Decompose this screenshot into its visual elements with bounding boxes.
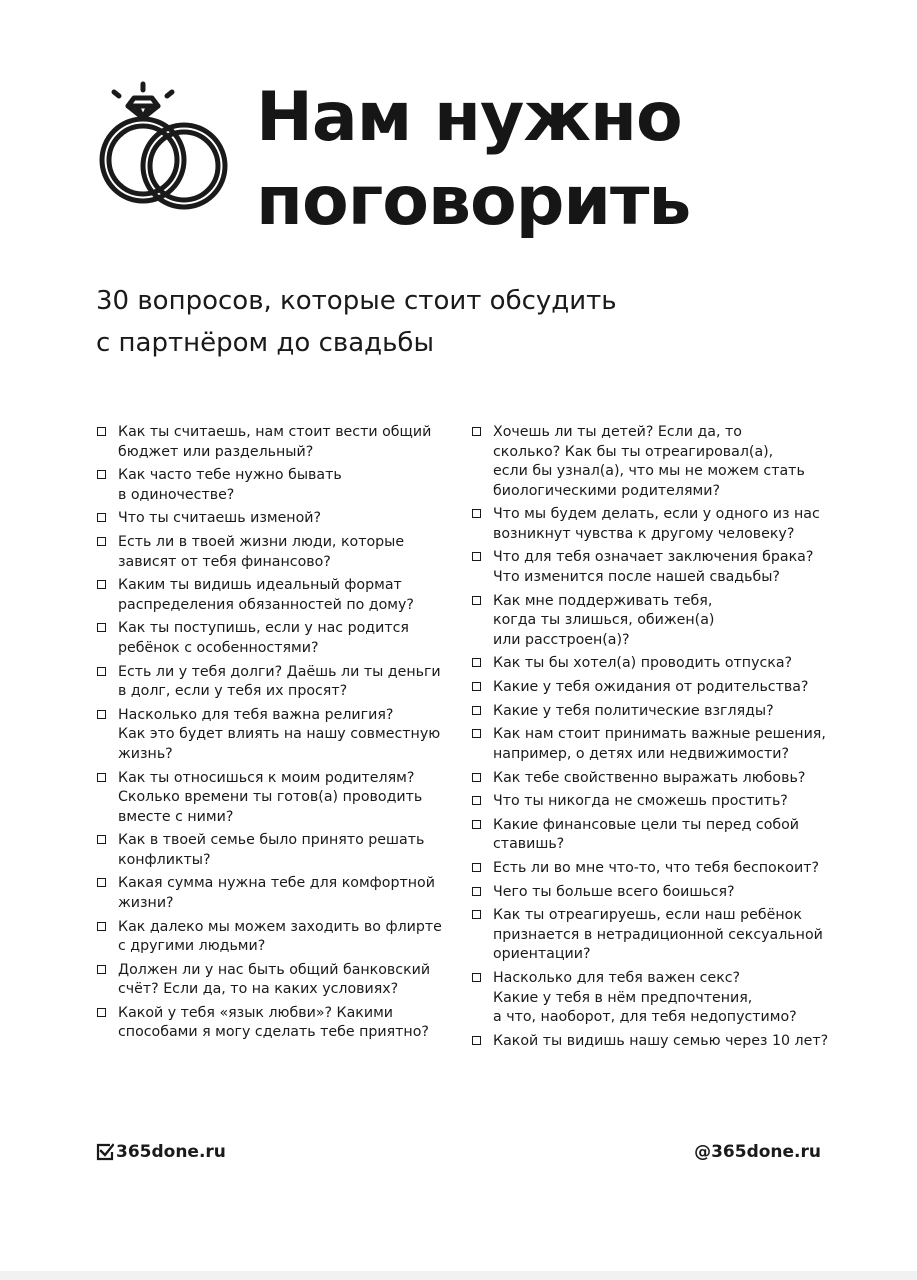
- question-item: [96, 466, 446, 505]
- checkbox-icon[interactable]: [97, 922, 106, 931]
- question-text: Какая сумма нужна тебе для комфортной жизни?: [118, 875, 435, 911]
- question-text: Насколько для тебя важен секс? Какие у тебя в нём предпочтения, а что, наоборот, для тебя недопустимо?: [493, 970, 797, 1026]
- question-text: Что мы будем делать, если у одного из нас возникнут чувства к другому человеку?: [493, 506, 820, 542]
- checkbox-icon[interactable]: [472, 1036, 481, 1045]
- question-item: [471, 906, 841, 965]
- question-text: Какие у тебя ожидания от родительства?: [493, 678, 809, 695]
- question-text: Какой ты видишь нашу семью через 10 лет?: [493, 1032, 829, 1049]
- checkbox-icon[interactable]: [472, 887, 481, 896]
- checkbox-icon[interactable]: [472, 729, 481, 738]
- questions-list-left: [96, 423, 446, 1047]
- checkbox-icon[interactable]: [472, 658, 481, 667]
- question-text: Что ты считаешь изменой?: [118, 510, 322, 527]
- checkbox-icon[interactable]: [97, 710, 106, 719]
- checkbox-icon[interactable]: [97, 1008, 106, 1017]
- question-text: Как нам стоит принимать важные решения, например, о детях или недвижимости?: [493, 726, 826, 762]
- checkbox-icon[interactable]: [97, 537, 106, 546]
- question-text: Как ты поступишь, если у нас родится ребёнок с особенностями?: [118, 620, 409, 656]
- checkbox-check-icon: [96, 1143, 114, 1161]
- checkbox-icon[interactable]: [97, 667, 106, 676]
- site-link[interactable]: 365done.ru: [116, 1142, 226, 1162]
- question-item: [471, 505, 841, 544]
- checkbox-icon[interactable]: [472, 796, 481, 805]
- bottom-strip: [0, 1271, 917, 1280]
- question-text: Что для тебя означает заключения брака? Что изменится после нашей свадьбы?: [493, 549, 814, 585]
- question-text: Как далеко мы можем заходить во флирте с другими людьми?: [118, 918, 442, 955]
- question-item: [471, 969, 841, 1028]
- question-item: [96, 874, 446, 913]
- question-item: [471, 678, 841, 698]
- checkbox-icon[interactable]: [97, 878, 106, 887]
- question-item: [471, 423, 841, 501]
- checkbox-icon[interactable]: [472, 910, 481, 919]
- question-item: [471, 883, 841, 903]
- header: [96, 76, 856, 241]
- question-text: Как ты отреагируешь, если наш ребёнок признается в нетрадиционной сексуальной ориентации?: [493, 907, 823, 963]
- question-text: Какие у тебя политические взгляды?: [493, 702, 774, 719]
- question-text: Как тебе свойственно выражать любовь?: [493, 769, 806, 786]
- checkbox-icon[interactable]: [97, 965, 106, 974]
- question-item: [96, 706, 446, 765]
- question-text: Как мне поддерживать тебя, когда ты злишься, обижен(а) или расстроен(а)?: [493, 592, 715, 648]
- question-item: [96, 423, 446, 462]
- checkbox-icon[interactable]: [472, 552, 481, 561]
- question-text: Как в твоей семье было принято решать конфликты?: [118, 832, 425, 868]
- checkbox-icon[interactable]: [472, 706, 481, 715]
- question-item: [471, 702, 841, 722]
- checkbox-icon[interactable]: [472, 863, 481, 872]
- checkbox-icon[interactable]: [97, 580, 106, 589]
- question-item: [96, 1004, 446, 1043]
- question-text: Чего ты больше всего боишься?: [493, 883, 735, 900]
- question-text: Как часто тебе нужно бывать в одиночестве?: [118, 467, 342, 503]
- question-item: [471, 592, 841, 651]
- checkbox-icon[interactable]: [97, 427, 106, 436]
- checkbox-icon[interactable]: [472, 596, 481, 605]
- question-text: Есть ли в твоей жизни люди, которые зависят от тебя финансово?: [118, 534, 405, 570]
- question-text: Какие финансовые цели ты перед собой ставишь?: [493, 816, 800, 853]
- checkbox-icon[interactable]: [97, 773, 106, 782]
- subtitle: 30 вопросов, которые стоит обсудить с партнёром до свадьбы: [96, 286, 617, 358]
- question-item: [96, 663, 446, 702]
- social-handle[interactable]: @365done.ru: [694, 1142, 821, 1162]
- checkbox-icon[interactable]: [97, 623, 106, 632]
- wedding-rings-icon: [96, 78, 234, 218]
- question-text: Есть ли во мне что-то, что тебя беспокоит?: [493, 860, 820, 877]
- question-text: Должен ли у нас быть общий банковский счёт? Если да, то на каких условиях?: [118, 961, 431, 998]
- question-item: [96, 918, 446, 957]
- question-item: [96, 619, 446, 658]
- question-text: Как ты бы хотел(а) проводить отпуска?: [493, 655, 793, 672]
- checkbox-icon[interactable]: [472, 773, 481, 782]
- checkbox-icon[interactable]: [97, 835, 106, 844]
- question-text: Какой у тебя «язык любви»? Какими способами я могу сделать тебе приятно?: [118, 1004, 429, 1041]
- question-text: Насколько для тебя важна религия? Как это будет влиять на нашу совместную жизнь?: [118, 706, 441, 762]
- question-item: [471, 548, 841, 587]
- question-text: Как ты относишься к моим родителям? Сколько времени ты готов(а) проводить вместе с ними?: [118, 769, 423, 825]
- question-item: [471, 816, 841, 855]
- question-item: [96, 769, 446, 828]
- page-title: Нам нужно поговорить: [256, 78, 691, 241]
- question-item: [96, 576, 446, 615]
- checkbox-icon[interactable]: [472, 682, 481, 691]
- question-item: [96, 533, 446, 572]
- checkbox-icon[interactable]: [472, 973, 481, 982]
- checkbox-icon[interactable]: [472, 427, 481, 436]
- question-text: Как ты считаешь, нам стоит вести общий бюджет или раздельный?: [118, 424, 432, 460]
- question-text: Что ты никогда не сможешь простить?: [493, 793, 788, 810]
- question-text: Каким ты видишь идеальный формат распределения обязанностей по дому?: [118, 577, 414, 613]
- question-item: [471, 725, 841, 764]
- question-item: [96, 509, 446, 529]
- questions-list-right: [471, 423, 841, 1056]
- checkbox-icon[interactable]: [472, 820, 481, 829]
- question-item: [96, 961, 446, 1000]
- question-text: Хочешь ли ты детей? Если да, то сколько? Как бы ты отреагировал(а), если бы узнал(а), что мы не можем стать биологическими родителями?: [493, 424, 805, 499]
- question-item: [471, 859, 841, 879]
- footer-site[interactable]: [96, 1140, 226, 1164]
- checkbox-icon[interactable]: [97, 470, 106, 479]
- question-item: [471, 769, 841, 789]
- question-text: Есть ли у тебя долги? Даёшь ли ты деньги в долг, если у тебя их просят?: [118, 663, 441, 700]
- question-item: [471, 792, 841, 812]
- question-item: [96, 831, 446, 870]
- question-item: [471, 654, 841, 674]
- checkbox-icon[interactable]: [97, 513, 106, 522]
- question-item: [471, 1032, 841, 1052]
- checkbox-icon[interactable]: [472, 509, 481, 518]
